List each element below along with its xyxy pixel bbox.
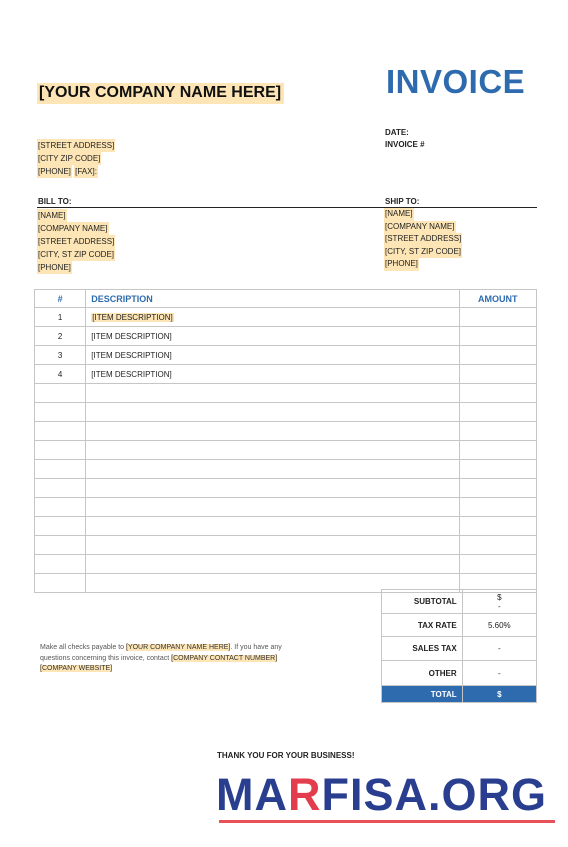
row-number[interactable]: [35, 498, 86, 517]
row-amount[interactable]: [459, 308, 536, 327]
ship-to-name: [NAME]: [384, 208, 414, 221]
bill-to-phone: [PHONE]: [38, 263, 71, 272]
logo-text-2: R: [287, 769, 322, 820]
total-row: [382, 686, 537, 703]
row-description-text: [ITEM DESCRIPTION]: [92, 312, 173, 322]
bill-to-block: [37, 209, 115, 274]
subtotal-row: [382, 590, 537, 614]
logo-underline: [219, 820, 555, 823]
total-label: TOTAL: [382, 686, 463, 703]
row-amount[interactable]: [459, 441, 536, 460]
row-number[interactable]: [35, 479, 86, 498]
note-contact: [COMPANY CONTACT NUMBER]: [171, 654, 278, 662]
company-address: [37, 139, 115, 178]
table-row: [35, 498, 537, 517]
sales-tax-row: [382, 637, 537, 661]
row-number[interactable]: [35, 422, 86, 441]
subtotal-value[interactable]: $ -: [462, 590, 536, 614]
table-row: [35, 517, 537, 536]
row-amount[interactable]: [459, 479, 536, 498]
row-number[interactable]: [35, 384, 86, 403]
row-amount[interactable]: [459, 498, 536, 517]
other-row: [382, 661, 537, 686]
ship-to-block: [384, 208, 462, 271]
bill-to-label: BILL TO:: [38, 197, 72, 206]
tax-rate-row: [382, 614, 537, 637]
row-description[interactable]: [86, 479, 459, 498]
table-row: [35, 308, 537, 327]
items-header-row: [35, 290, 537, 308]
bill-to-name: [NAME]: [38, 211, 66, 220]
company-city-zip: [CITY ZIP CODE]: [38, 154, 101, 163]
totals-table: [381, 589, 537, 703]
ship-to-city: [CITY, ST ZIP CODE]: [384, 246, 462, 259]
table-row: [35, 555, 537, 574]
total-value[interactable]: $: [462, 686, 536, 703]
table-row: [35, 403, 537, 422]
row-number[interactable]: [35, 403, 86, 422]
subtotal-label: SUBTOTAL: [382, 590, 463, 614]
header-description: DESCRIPTION: [86, 290, 459, 308]
sales-tax-label: SALES TAX: [382, 637, 463, 661]
table-row: [35, 346, 537, 365]
table-row: [35, 422, 537, 441]
row-description[interactable]: [86, 555, 459, 574]
sales-tax-value[interactable]: -: [462, 637, 536, 661]
row-description[interactable]: [ITEM DESCRIPTION]: [86, 327, 459, 346]
row-amount[interactable]: [459, 346, 536, 365]
ship-to-company: [COMPANY NAME]: [384, 221, 456, 234]
marfisa-logo: [216, 770, 547, 820]
table-row: [35, 327, 537, 346]
company-street: [STREET ADDRESS]: [38, 141, 115, 150]
ship-to-street: [STREET ADDRESS]: [384, 233, 462, 246]
company-name: [YOUR COMPANY NAME HERE]: [37, 83, 284, 104]
row-amount[interactable]: [459, 403, 536, 422]
invoice-title: INVOICE: [386, 63, 526, 100]
table-row: [35, 384, 537, 403]
row-number[interactable]: 4: [35, 365, 86, 384]
table-row: [35, 536, 537, 555]
row-number[interactable]: [35, 555, 86, 574]
row-description[interactable]: [86, 403, 459, 422]
bill-to-street: [STREET ADDRESS]: [38, 237, 115, 246]
row-amount[interactable]: [459, 327, 536, 346]
invoice-number-label: INVOICE #: [385, 140, 425, 149]
row-description[interactable]: [86, 517, 459, 536]
note-company: [YOUR COMPANY NAME HERE]: [126, 644, 231, 651]
logo-text-1: MA: [216, 769, 288, 820]
row-amount[interactable]: [459, 384, 536, 403]
row-description[interactable]: [86, 422, 459, 441]
tax-rate-value[interactable]: 5.60%: [462, 614, 536, 637]
ship-to-label: SHIP TO:: [385, 197, 420, 206]
row-number[interactable]: 1: [35, 308, 86, 327]
row-number[interactable]: 3: [35, 346, 86, 365]
note-text-1: Make all checks payable to: [40, 644, 126, 651]
header-amount: AMOUNT: [459, 290, 536, 308]
row-amount[interactable]: [459, 536, 536, 555]
other-value[interactable]: -: [462, 661, 536, 686]
table-row: [35, 460, 537, 479]
row-number[interactable]: [35, 574, 86, 593]
row-description[interactable]: [86, 308, 459, 327]
row-amount[interactable]: [459, 422, 536, 441]
row-description[interactable]: [86, 536, 459, 555]
items-table: [34, 289, 537, 593]
row-description[interactable]: [ITEM DESCRIPTION]: [86, 346, 459, 365]
row-amount[interactable]: [459, 555, 536, 574]
row-number[interactable]: [35, 517, 86, 536]
note-website: [COMPANY WEBSITE]: [40, 665, 113, 672]
company-fax: [FAX]:: [75, 167, 97, 176]
row-amount[interactable]: [459, 517, 536, 536]
tax-rate-label: TAX RATE: [382, 614, 463, 637]
row-description[interactable]: [86, 460, 459, 479]
row-number[interactable]: [35, 536, 86, 555]
items-body: [35, 308, 537, 593]
table-row: [35, 441, 537, 460]
logo-text-3: FISA.ORG: [321, 769, 547, 820]
company-phone: [PHONE]: [38, 167, 71, 176]
row-number[interactable]: [35, 460, 86, 479]
thank-you-text: THANK YOU FOR YOUR BUSINESS!: [217, 751, 355, 760]
row-description[interactable]: [ITEM DESCRIPTION]: [86, 365, 459, 384]
row-number[interactable]: 2: [35, 327, 86, 346]
ship-to-phone: [PHONE]: [384, 258, 419, 271]
row-description[interactable]: [86, 384, 459, 403]
table-row: [35, 479, 537, 498]
bill-to-city: [CITY, ST ZIP CODE]: [38, 250, 115, 259]
payment-note: [40, 643, 310, 675]
row-description[interactable]: [86, 441, 459, 460]
bill-to-company: [COMPANY NAME]: [38, 224, 108, 233]
date-label: DATE:: [385, 128, 409, 137]
table-row: [35, 365, 537, 384]
row-amount[interactable]: [459, 365, 536, 384]
header-number: #: [35, 290, 86, 308]
other-label: OTHER: [382, 661, 463, 686]
row-description[interactable]: [86, 498, 459, 517]
note-text-2: . If you have any questions concerning this invoice, contact: [40, 644, 282, 662]
row-amount[interactable]: [459, 460, 536, 479]
row-number[interactable]: [35, 441, 86, 460]
